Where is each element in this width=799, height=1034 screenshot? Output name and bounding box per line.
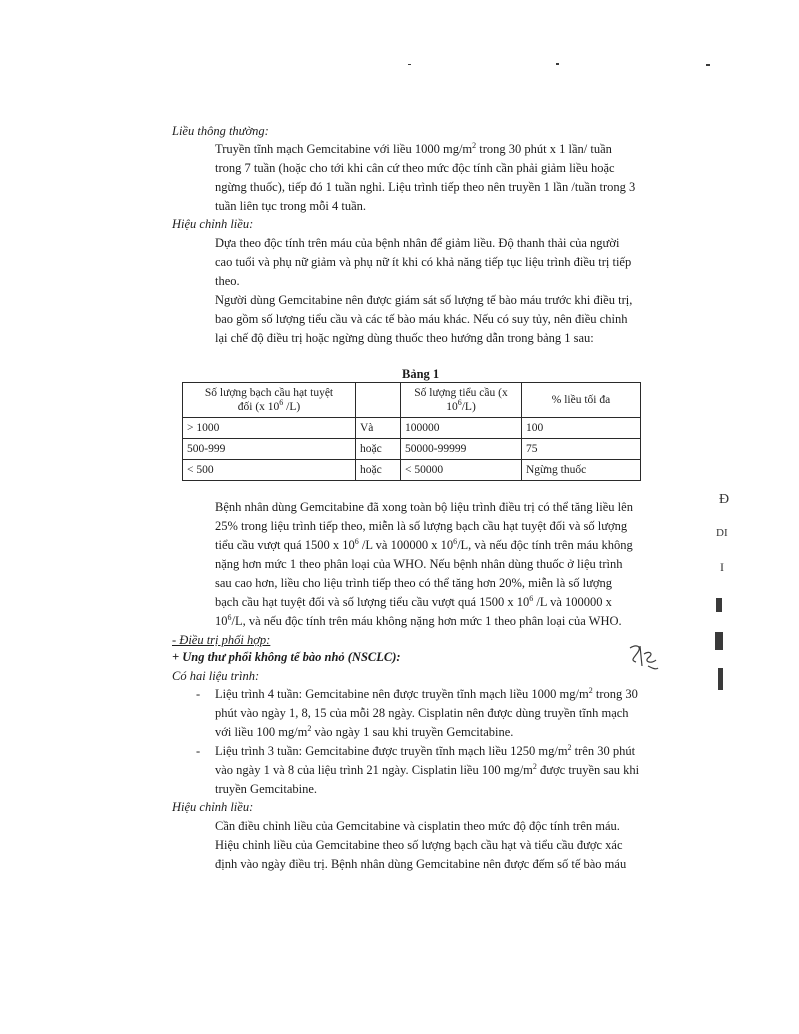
margin-mark: I [720, 560, 724, 574]
cell-neutrophil: 500-999 [183, 439, 356, 460]
header-platelet: Số lượng tiểu cầu (x $10^6/L$) [401, 383, 522, 418]
regimen-line: vào ngày 1 và 8 của liệu trình 21 ngày. Cisplatin liều 100 $mg/m^2$ được truyền sau khi [215, 761, 640, 777]
table-row [183, 439, 641, 460]
dose-adjust-line: Dựa theo độc tính trên máu của bệnh nhân để giảm liều. Độ thanh thải của người [215, 236, 620, 250]
usual-dose-line: Truyền tĩnh mạch Gemcitabine với liều 1000 $mg/m^2$ trong 30 phút x 1 lần/ tuần [215, 140, 612, 156]
cell-conj: hoặc [356, 460, 401, 481]
cell-dose: 75 [522, 439, 641, 460]
nsclc-title: + Ung thư phổi không tế bào nhỏ (NSCLC): [172, 650, 401, 664]
escalation-line: sau cao hơn, liều cho liệu trình tiếp theo có thể tăng hơn 20%, miễn là số lượng [215, 576, 613, 590]
scan-speck [408, 64, 411, 65]
usual-dose-title: Liều thông thường: [172, 124, 269, 138]
cell-neutrophil: < 500 [183, 460, 356, 481]
regimen-line: truyền Gemcitabine. [215, 782, 318, 796]
usual-dose-line: ngừng thuốc), tiếp đó 1 tuần nghỉ. Liệu trình tiếp theo nên truyền 1 lần /tuần trong 3 [215, 180, 636, 194]
combo-adjust-line: Cần điều chỉnh liều của Gemcitabine và cisplatin theo mức độ độc tính trên máu. [215, 819, 620, 833]
scan-speck [706, 64, 710, 66]
regimen-line: phút vào ngày 1, 8, 15 của mỗi 28 ngày. Cisplatin nên được dùng truyền tĩnh mạch [215, 706, 629, 720]
cell-dose: Ngừng thuốc [522, 460, 641, 481]
escalation-line: tiểu cầu vượt quá 1500 x $10^6$ /L và 100000 x $10^6/L$, và nếu độc tính trên máu không [215, 536, 633, 552]
escalation-line: Bệnh nhân dùng Gemcitabine đã xong toàn bộ liệu trình điều trị có thể tăng liều lên [215, 500, 633, 514]
header-max-dose: % liều tối đa [522, 383, 641, 418]
cell-platelet: 50000-99999 [401, 439, 522, 460]
dose-table [182, 382, 641, 481]
dose-adjust-line: lại chế độ điều trị hoặc ngừng dùng thuốc theo hướng dẫn trong bảng 1 sau: [215, 331, 594, 345]
combo-title: - Điều trị phối hợp: [172, 633, 271, 647]
bullet-dash: - [196, 687, 201, 701]
table-row [183, 460, 641, 481]
dose-adjust-line: Người dùng Gemcitabine nên được giám sát số lượng tế bào máu trước khi điều trị, [215, 293, 633, 307]
two-regimens-label: Có hai liệu trình: [172, 669, 260, 683]
escalation-line: $10^6/L$, và nếu độc tính trên máu không nặng hơn mức 1 theo phân loại của WHO. [215, 612, 622, 628]
handwritten-signature [624, 640, 664, 674]
cell-conj: Và [356, 418, 401, 439]
usual-dose-line: tuần liên tục trong mỗi 4 tuần. [215, 199, 367, 213]
table-title: Bảng 1 [402, 367, 440, 381]
margin-smudge [715, 632, 723, 650]
cell-neutrophil: > 1000 [183, 418, 356, 439]
cell-dose: 100 [522, 418, 641, 439]
combo-adjust-title: Hiệu chỉnh liều: [172, 800, 254, 814]
margin-smudge [716, 598, 722, 612]
cell-conj: hoặc [356, 439, 401, 460]
scan-speck [556, 63, 559, 65]
combo-adjust-line: định vào ngày điều trị. Bệnh nhân dùng Gemcitabine nên được đếm số tế bào máu [215, 857, 627, 871]
dose-adjust-title: Hiệu chỉnh liều: [172, 217, 254, 231]
header-conj [356, 383, 401, 418]
table-header-row [183, 383, 641, 418]
header-neutrophil: Số lượng bạch cầu hạt tuyệt đối (x $10^6$ /L) [183, 383, 356, 418]
regimen-line: với liều 100 $mg/m^2$ vào ngày 1 sau khi truyền Gemcitabine. [215, 723, 514, 739]
regimen-line: Liệu trình 4 tuần: Gemcitabine nên được truyền tĩnh mạch liều 1000 $mg/m^2$ trong 30 [215, 685, 638, 701]
margin-mark: DI [716, 527, 728, 539]
usual-dose-line: trong 7 tuần (hoặc cho tới khi cân cứ theo mức độc tính cần phải giảm liều hoặc [215, 161, 615, 175]
table-row [183, 418, 641, 439]
bullet-dash: - [196, 744, 201, 758]
cell-platelet: 100000 [401, 418, 522, 439]
escalation-line: 25% trong liệu trình tiếp theo, miễn là số lượng bạch cầu hạt tuyệt đối và số lượng [215, 519, 628, 533]
escalation-line: nặng hơn mức 1 theo phân loại của WHO. Nếu bệnh nhân dùng thuốc ở liệu trình [215, 557, 623, 571]
combo-adjust-line: Hiệu chỉnh liều của Gemcitabine theo số lượng bạch cầu hạt và tiểu cầu được xác [215, 838, 623, 852]
dose-adjust-line: cao tuổi và phụ nữ giảm và phụ nữ ít khi có khả năng tiếp tục liệu trình điều trị tiếp [215, 255, 632, 269]
escalation-line: bạch cầu hạt tuyệt đối và số lượng tiểu cầu vượt quá 1500 x $10^6$ /L và 100000 x [215, 593, 612, 609]
cell-platelet: < 50000 [401, 460, 522, 481]
margin-mark: Đ [719, 492, 730, 507]
dose-adjust-line: theo. [215, 274, 240, 288]
margin-smudge [718, 668, 723, 690]
dose-adjust-line: bao gồm số lượng tiểu cầu và các tế bào máu khác. Nếu có suy tủy, nên điều chỉnh [215, 312, 628, 326]
regimen-line: Liệu trình 3 tuần: Gemcitabine được truyền tĩnh mạch liều 1250 $mg/m^2$ trên 30 phút [215, 742, 636, 758]
